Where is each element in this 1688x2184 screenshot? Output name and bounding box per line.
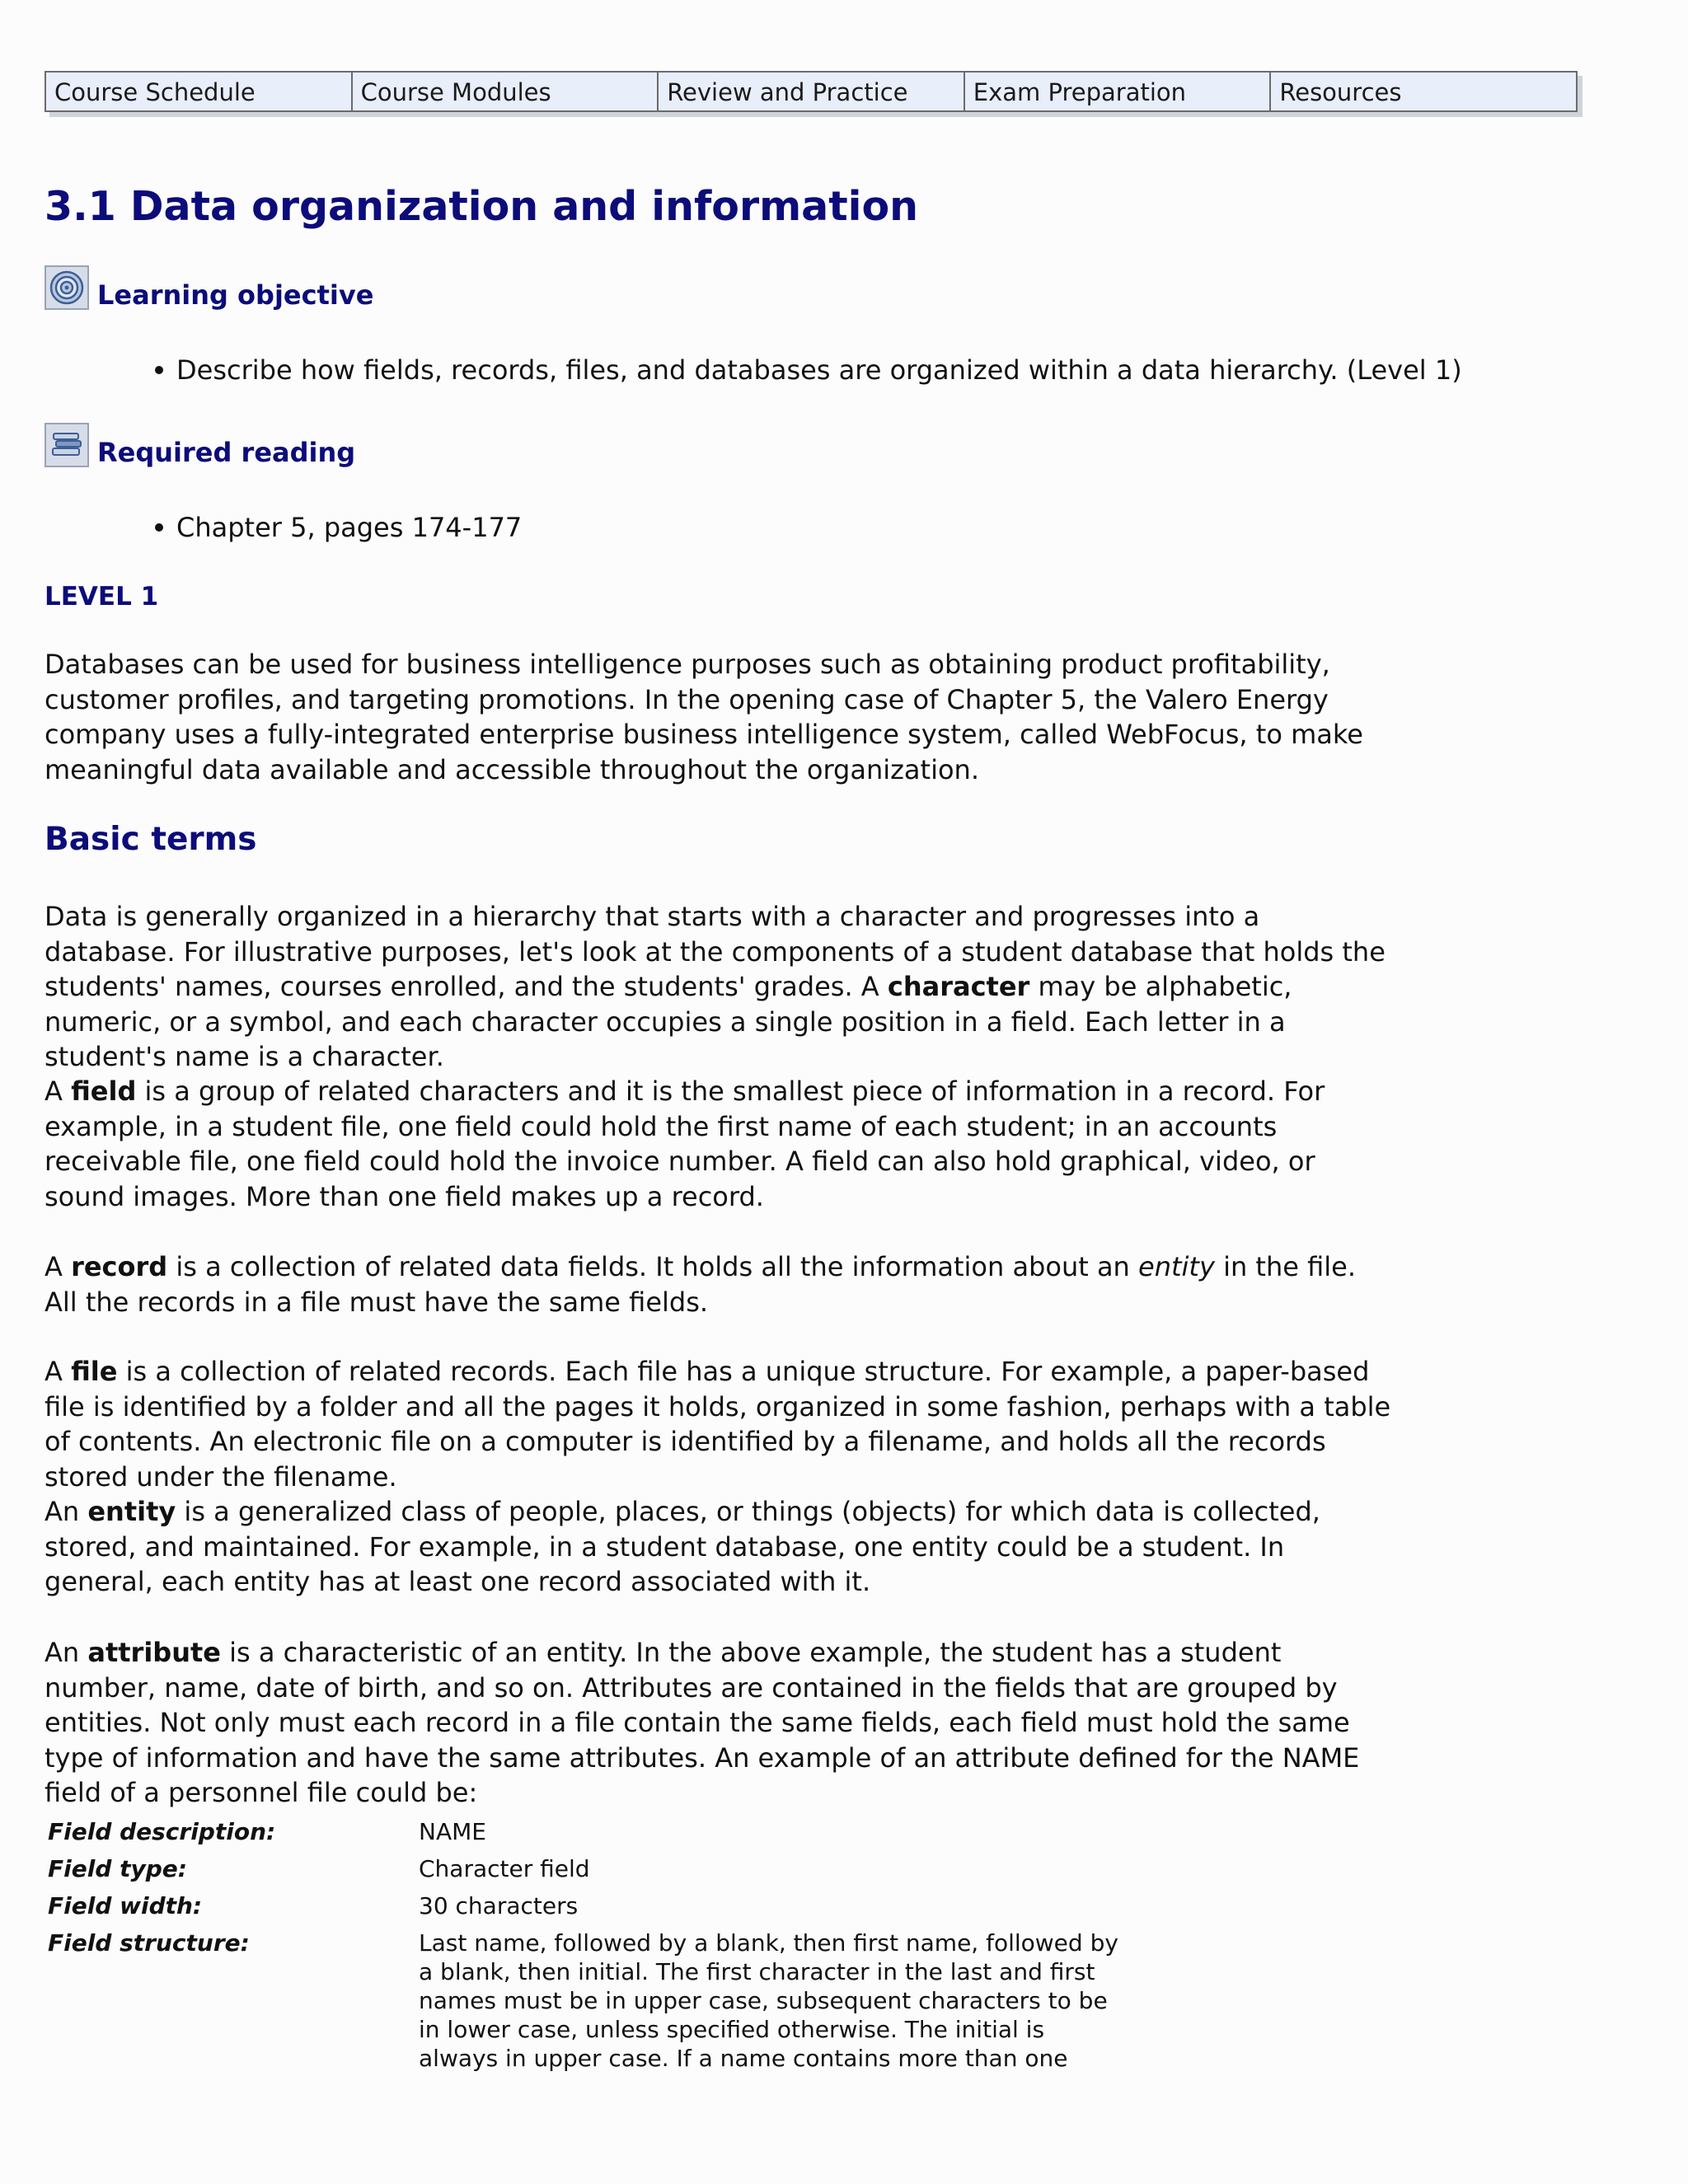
attribute-value: Last name, followed by a blank, then first name, followed by a blank, then initial. The first character in the last and first names must be in upper case, subsequent characters to be in lower case, unless specified otherwise. The initial is always in upper case. If a name contains more than one bbox=[419, 1929, 1118, 2072]
required-reading-heading: Required reading bbox=[97, 437, 356, 468]
required-reading-header bbox=[45, 423, 355, 467]
attribute-table bbox=[48, 1813, 1128, 2073]
learning-objective-text: Describe how fields, records, files, and databases are organized within a data hierarchy. (Level 1) bbox=[176, 354, 1462, 386]
paragraph-attribute: An attribute is a characteristic of an entity. In the above example, the student has a student number, name, date of birth, and so on. Attributes are contained in the fields that are grouped by entities. Not only must each record in a file contain the same fields, each field must hold the same type of information and have the same attributes. An example of an attribute defined for the NAME field of a personnel file could be: bbox=[45, 1637, 1360, 1808]
term-entity: entity bbox=[87, 1496, 176, 1527]
paragraph-record: A record is a collection of related data fields. It holds all the information about an entity in the file. All the records in a file must have the same fields. bbox=[45, 1251, 1356, 1318]
attribute-key: Field width: bbox=[48, 1892, 203, 1919]
learning-objective-item bbox=[176, 353, 1462, 387]
attribute-row bbox=[48, 1924, 1128, 2073]
nav-course-modules[interactable]: Course Modules bbox=[353, 73, 659, 110]
bullet-dot bbox=[155, 523, 163, 532]
term-character: character bbox=[887, 971, 1030, 1002]
term-field: field bbox=[71, 1076, 137, 1107]
page-title: 3.1 Data organization and information bbox=[45, 183, 919, 230]
attribute-row bbox=[48, 1850, 1128, 1887]
paragraph-character: Data is generally organized in a hierarchy that starts with a character and progresses into a database. For illustrative purposes, let's look at the components of a student database that holds the students' names, courses enrolled, and the students' grades. A character may be alphabetic, numeric, or a symbol, and each character occupies a single position in a field. Each letter in a student's name is a character. bbox=[45, 901, 1386, 1072]
term-file: file bbox=[71, 1356, 118, 1387]
nav-course-schedule[interactable]: Course Schedule bbox=[46, 73, 353, 110]
term-entity-italic: entity bbox=[1138, 1251, 1215, 1282]
term-record: record bbox=[71, 1251, 168, 1282]
paragraph-entity: An entity is a generalized class of people, places, or things (objects) for which data is collected, stored, and maintained. For example, in a student database, one entity could be a student. In general, each entity has at least one record associated with it. bbox=[45, 1496, 1320, 1597]
nav-resources[interactable]: Resources bbox=[1279, 78, 1402, 106]
nav-exam-preparation[interactable]: Exam Preparation bbox=[965, 73, 1272, 110]
term-attribute: attribute bbox=[87, 1637, 221, 1668]
required-reading-item bbox=[176, 510, 522, 545]
intro-paragraph: Databases can be used for business intelligence purposes such as obtaining product profitability, customer profiles, and targeting promotions. In the opening case of Chapter 5, the Valero Energy company uses a fully-integrated enterprise business intelligence system, called WebFocus, to make meaningful data available and accessible throughout the organization. bbox=[45, 649, 1363, 785]
attribute-row bbox=[48, 1813, 1128, 1850]
level-label: LEVEL 1 bbox=[45, 582, 159, 612]
paragraph-field: A field is a group of related characters and it is the smallest piece of information in a record. For example, in a student file, one field could hold the first name of each student; in an accounts receivable file, one field could hold the invoice number. A field can also hold graphical, video, or sound images. More than one field makes up a record. bbox=[45, 1076, 1325, 1212]
attribute-value: Character field bbox=[419, 1855, 590, 1882]
attribute-key: Field structure: bbox=[48, 1929, 250, 1957]
nav-review-and-practice[interactable]: Review and Practice bbox=[659, 73, 965, 110]
learning-objective-heading: Learning objective bbox=[97, 279, 374, 311]
attribute-value: NAME bbox=[419, 1818, 486, 1845]
attribute-row bbox=[48, 1887, 1128, 1924]
bullet-dot bbox=[155, 366, 163, 374]
attribute-value: 30 characters bbox=[419, 1892, 579, 1919]
attribute-key: Field description: bbox=[48, 1818, 276, 1845]
books-icon bbox=[45, 423, 89, 467]
target-icon bbox=[45, 265, 89, 310]
paragraph-file: A file is a collection of related records. Each file has a unique structure. For example, a paper-based file is identified by a folder and all the pages it holds, organized in some fashion, perhaps with a table of contents. An electronic file on a computer is identified by a filename, and holds all the records stored under the filename. bbox=[45, 1356, 1391, 1493]
attribute-key: Field type: bbox=[48, 1855, 187, 1882]
required-reading-text: Chapter 5, pages 174-177 bbox=[176, 512, 523, 543]
basic-terms-heading: Basic terms bbox=[45, 821, 257, 858]
course-nav-bar bbox=[45, 71, 1578, 112]
learning-objective-header bbox=[45, 265, 373, 310]
